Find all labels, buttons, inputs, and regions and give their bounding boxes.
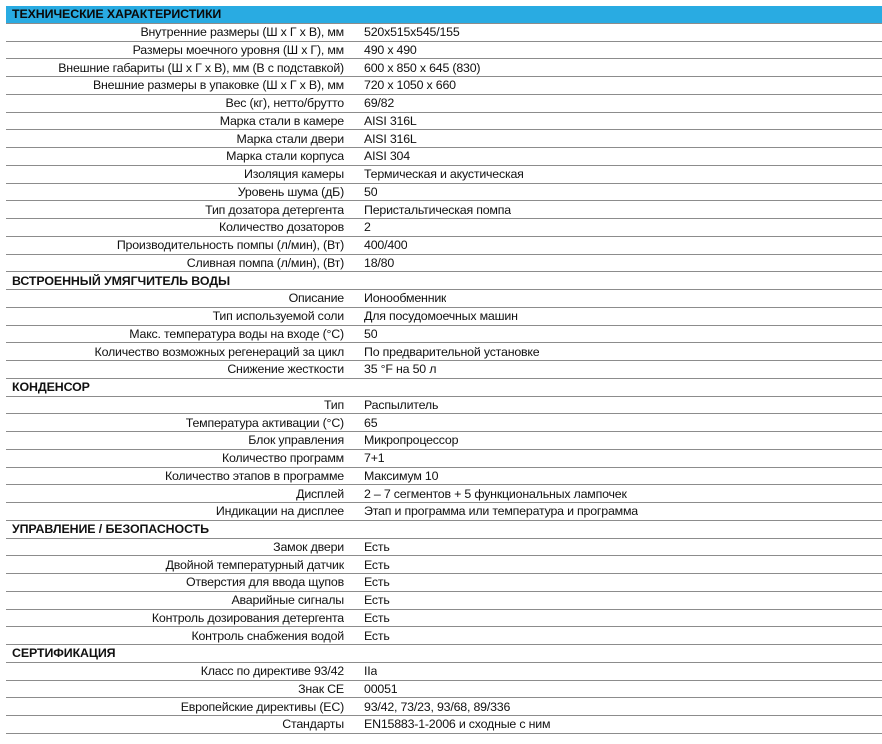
spec-label: Уровень шума (дБ): [237, 184, 344, 199]
spec-row: [6, 468, 882, 486]
spec-row: [6, 59, 882, 77]
spec-row: [6, 556, 882, 574]
spec-label: Количество программ: [221, 451, 344, 466]
spec-label: Марка стали в камере: [219, 113, 344, 128]
spec-row: [6, 503, 882, 521]
spec-value: Ионообменник: [364, 291, 447, 306]
spec-value: Перистальтическая помпа: [364, 202, 511, 217]
spec-sheet: [6, 6, 882, 734]
spec-row: [6, 610, 882, 628]
spec-row: [6, 698, 882, 716]
spec-label: Снижение жесткости: [227, 362, 344, 377]
spec-label: Количество возможных регенераций за цикл: [94, 344, 344, 359]
spec-value: Для посудомоечных машин: [364, 309, 518, 324]
spec-label: Индикации на дисплее: [215, 504, 344, 519]
spec-value: AISI 304: [364, 149, 410, 164]
spec-label: Блок управления: [248, 433, 344, 448]
spec-value: AISI 316L: [364, 131, 417, 146]
spec-label: Тип дозатора детергента: [205, 202, 344, 217]
spec-value: 2: [364, 220, 371, 235]
spec-value: 7+1: [364, 451, 385, 466]
spec-value: 93/42, 73/23, 93/68, 89/336: [364, 699, 511, 714]
section-heading: УПРАВЛЕНИЕ / БЕЗОПАСНОСТЬ: [6, 521, 882, 539]
spec-label: Тип используемой соли: [212, 309, 344, 324]
spec-row: [6, 219, 882, 237]
spec-label: Марка стали корпуса: [226, 149, 344, 164]
section-heading: СЕРТИФИКАЦИЯ: [6, 645, 882, 663]
spec-row: [6, 450, 882, 468]
section-heading: ТЕХНИЧЕСКИЕ ХАРАКТЕРИСТИКИ: [6, 6, 882, 24]
spec-row: [6, 627, 882, 645]
spec-row: [6, 255, 882, 273]
spec-value: 50: [364, 184, 378, 199]
spec-row: [6, 539, 882, 557]
spec-label: Размеры моечного уровня (Ш x Г), мм: [132, 42, 344, 57]
spec-label: Температура активации (°C): [185, 415, 344, 430]
spec-row: [6, 130, 882, 148]
spec-row: [6, 574, 882, 592]
spec-label: Описание: [288, 291, 344, 306]
spec-value: По предварительной установке: [364, 344, 540, 359]
spec-label: Контроль дозирования детергента: [151, 610, 344, 625]
spec-value: Распылитель: [364, 397, 439, 412]
spec-row: [6, 166, 882, 184]
spec-value: Есть: [364, 628, 390, 643]
spec-row: [6, 201, 882, 219]
spec-row: [6, 113, 882, 131]
spec-label: Европейские директивы (ЕС): [180, 699, 344, 714]
spec-value: Есть: [364, 557, 390, 572]
spec-row: [6, 24, 882, 42]
spec-label: Сливная помпа (л/мин), (Вт): [186, 255, 344, 270]
spec-value: 400/400: [364, 238, 408, 253]
spec-value: 490 x 490: [364, 42, 417, 57]
spec-row: [6, 290, 882, 308]
spec-row: [6, 237, 882, 255]
spec-label: Производительность помпы (л/мин), (Вт): [116, 238, 344, 253]
spec-value: Максимум 10: [364, 468, 439, 483]
section-heading: КОНДЕНСОР: [6, 379, 882, 397]
spec-label: Изоляция камеры: [244, 167, 344, 182]
spec-value: 600 x 850 x 645 (830): [364, 60, 481, 75]
spec-row: [6, 184, 882, 202]
spec-label: Замок двери: [273, 539, 344, 554]
spec-label: Знак CE: [298, 681, 344, 696]
spec-label: Марка стали двери: [236, 131, 344, 146]
spec-value: Есть: [364, 593, 390, 608]
spec-label: Количество этапов в программе: [164, 468, 344, 483]
spec-row: [6, 432, 882, 450]
spec-row: [6, 361, 882, 379]
spec-label: Количество дозаторов: [218, 220, 344, 235]
spec-row: [6, 77, 882, 95]
spec-label: Внешние габариты (Ш x Г x В), мм (В с подставкой): [58, 60, 344, 75]
spec-value: 2 – 7 сегментов + 5 функциональных лампочек: [364, 486, 627, 501]
spec-value: 65: [364, 415, 378, 430]
spec-row: [6, 592, 882, 610]
spec-row: [6, 414, 882, 432]
spec-label: Дисплей: [296, 486, 344, 501]
spec-value: Термическая и акустическая: [364, 167, 524, 182]
spec-label: Аварийные сигналы: [231, 593, 344, 608]
spec-value: IIa: [364, 664, 378, 679]
spec-row: [6, 397, 882, 415]
spec-row: [6, 308, 882, 326]
spec-row: [6, 485, 882, 503]
spec-row: [6, 326, 882, 344]
spec-value: 35 °F на 50 л: [364, 362, 437, 377]
spec-row: [6, 716, 882, 734]
spec-label: Внутренние размеры (Ш x Г x В), мм: [140, 25, 344, 40]
spec-row: [6, 42, 882, 60]
spec-value: 520x515x545/155: [364, 25, 460, 40]
spec-label: Макс. температура воды на входе (°C): [129, 326, 344, 341]
spec-label: Отверстия для ввода щупов: [185, 575, 344, 590]
spec-label: Контроль снабжения водой: [191, 628, 344, 643]
spec-label: Класс по директиве 93/42: [200, 664, 344, 679]
spec-row: [6, 681, 882, 699]
spec-value: 00051: [364, 681, 398, 696]
spec-row: [6, 663, 882, 681]
spec-value: EN15883-1-2006 и сходные с ним: [364, 717, 551, 732]
spec-label: Внешние размеры в упаковке (Ш x Г x В), мм: [92, 78, 344, 93]
spec-value: Микропроцессор: [364, 433, 459, 448]
spec-row: [6, 343, 882, 361]
spec-label: Вес (кг), нетто/брутто: [225, 96, 344, 111]
section-heading: ВСТРОЕННЫЙ УМЯГЧИТЕЛЬ ВОДЫ: [6, 272, 882, 290]
spec-label: Стандарты: [282, 717, 344, 732]
spec-value: 69/82: [364, 96, 395, 111]
spec-value: 720 x 1050 x 660: [364, 78, 456, 93]
spec-row: [6, 148, 882, 166]
spec-value: 50: [364, 326, 378, 341]
spec-value: Есть: [364, 575, 390, 590]
spec-value: Есть: [364, 610, 390, 625]
spec-value: 18/80: [364, 255, 395, 270]
spec-label: Тип: [323, 397, 344, 412]
spec-value: Есть: [364, 539, 390, 554]
spec-value: AISI 316L: [364, 113, 417, 128]
spec-label: Двойной температурный датчик: [165, 557, 344, 572]
spec-value: Этап и программа или температура и программа: [364, 504, 638, 519]
spec-row: [6, 95, 882, 113]
